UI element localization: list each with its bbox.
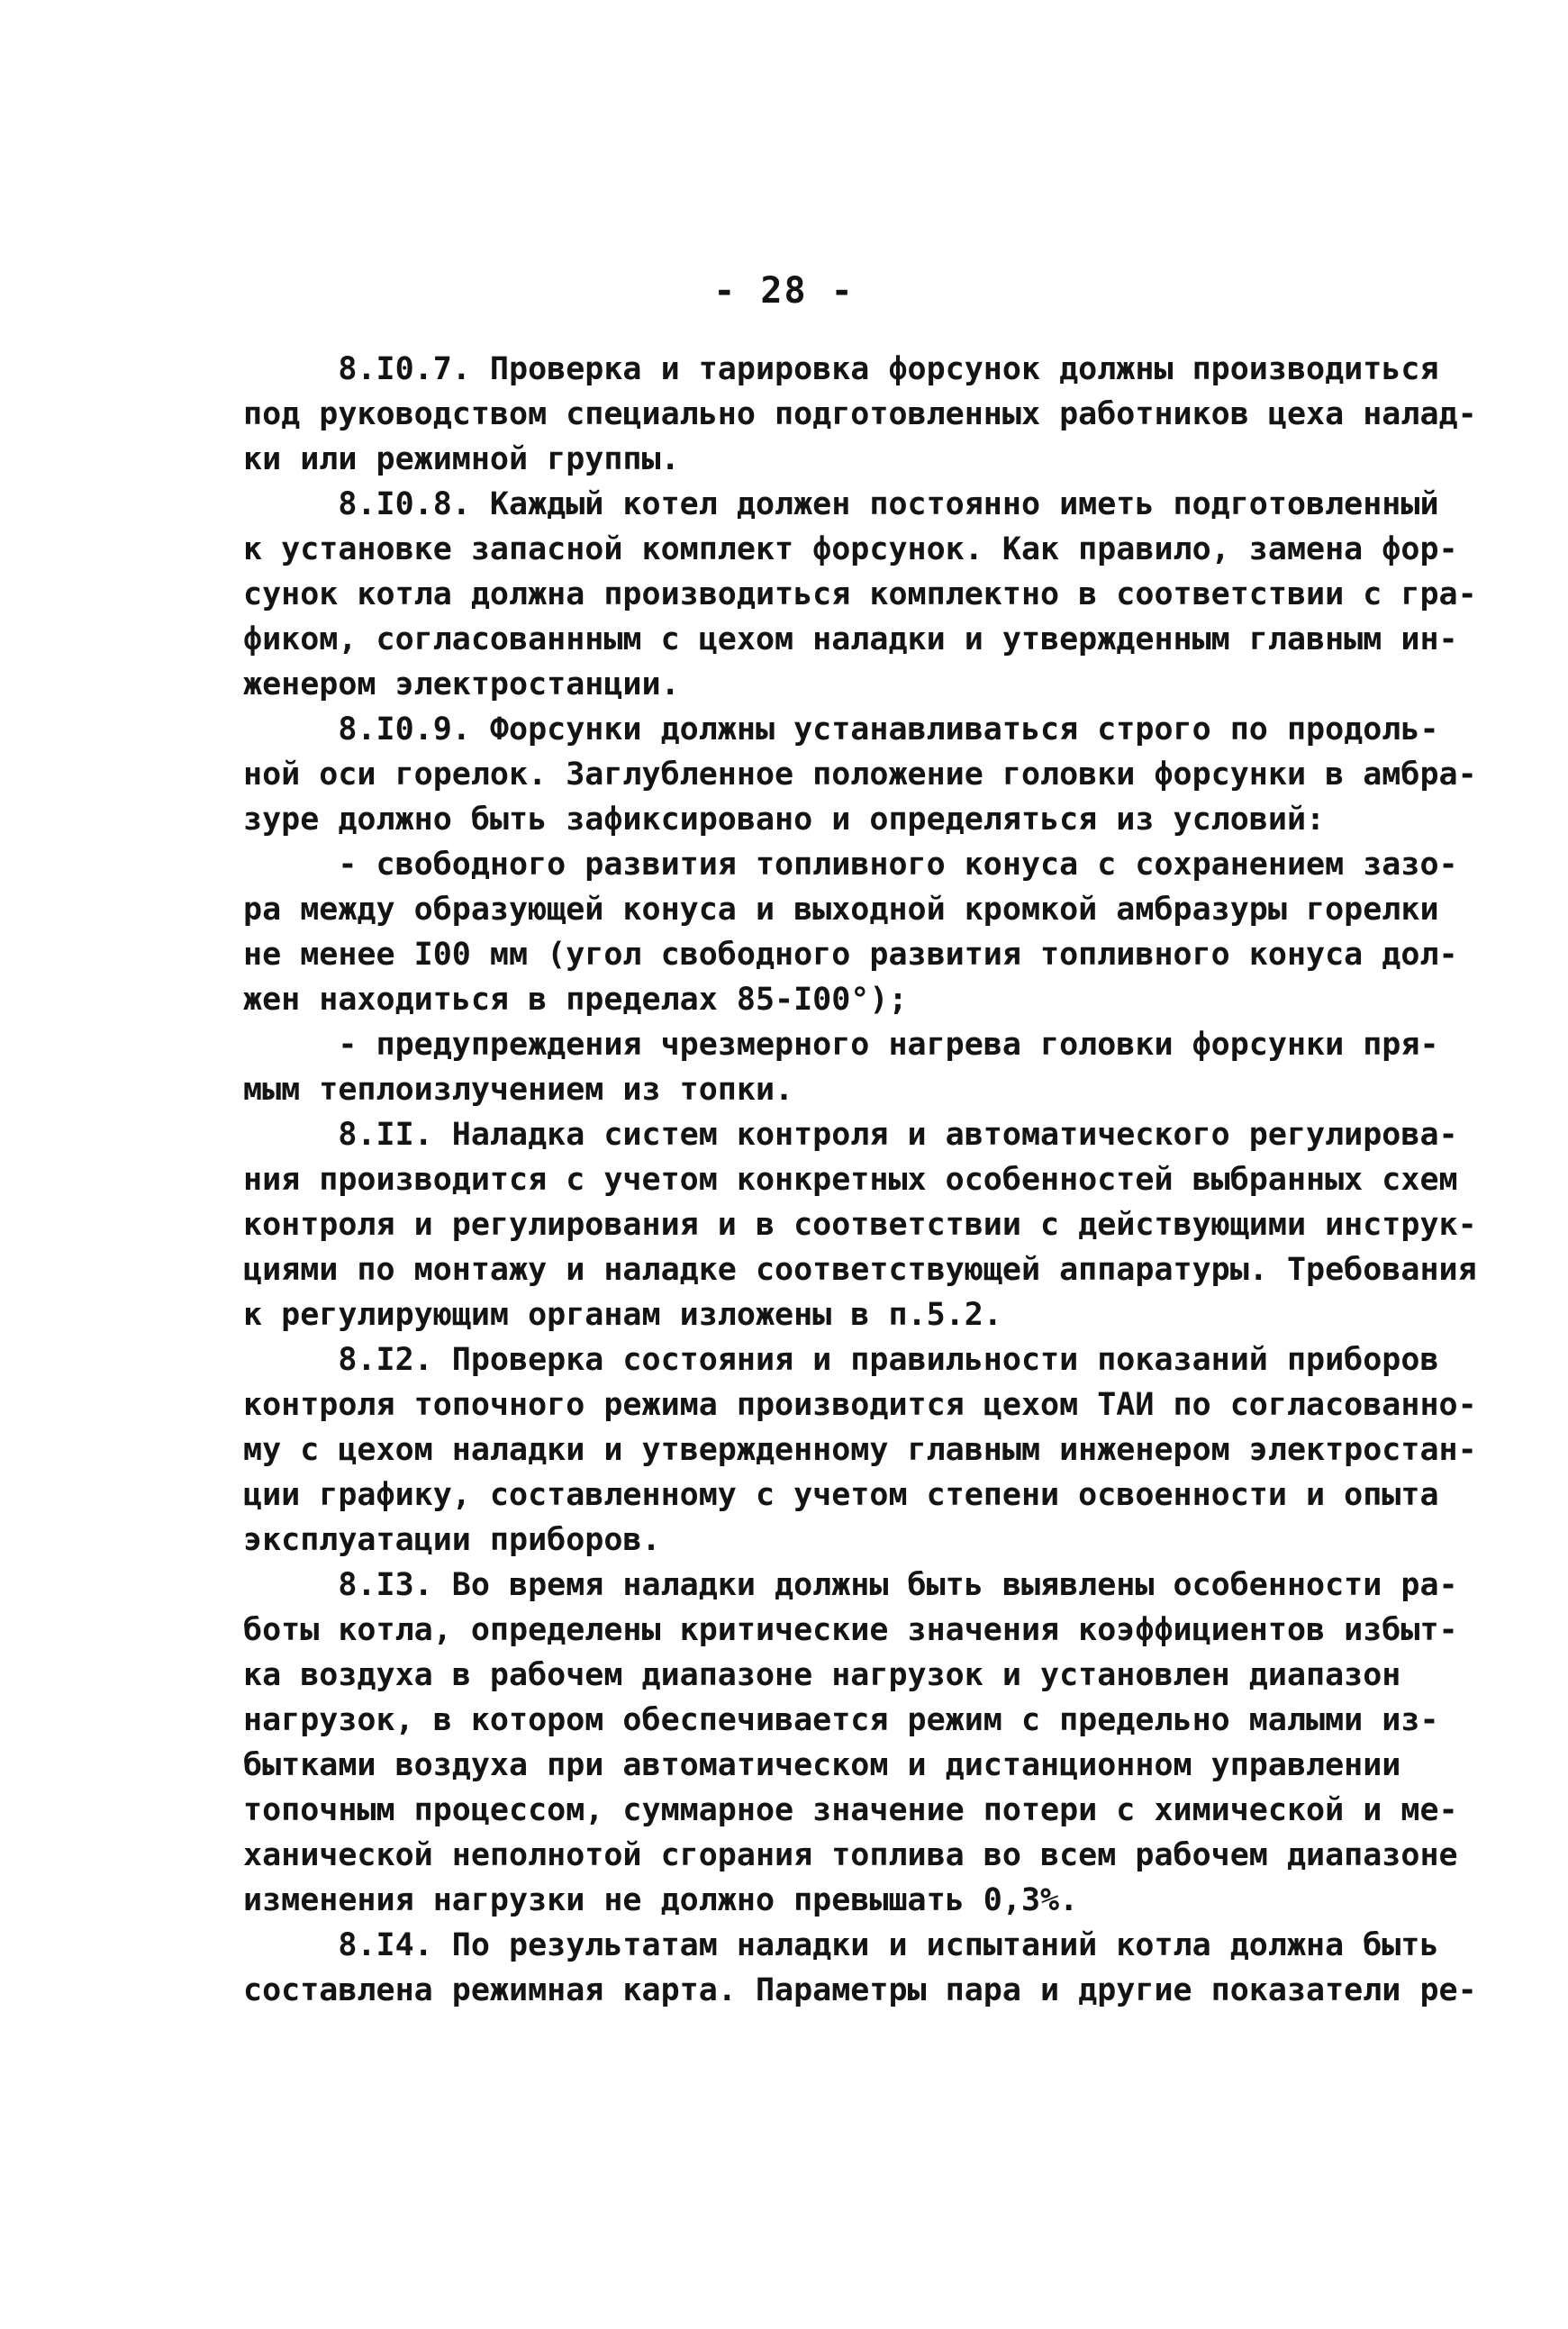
text-line: ния производится с учетом конкретных особенностей выбранных схем (243, 1162, 1458, 1198)
text-line: к установке запасной комплект форсунок. Как правило, замена фор- (243, 531, 1458, 567)
text-line: 8.I3. Во время наладки должны быть выявлены особенности ра- (243, 1567, 1458, 1603)
text-line: 8.I0.8. Каждый котел должен постоянно иметь подготовленный (243, 486, 1439, 522)
text-line: 8.I4. По результатам наладки и испытаний котла должна быть (243, 1927, 1439, 1963)
text-line: жен находиться в пределах 85-I00°); (243, 982, 908, 1018)
text-line: - предупреждения чрезмерного нагрева головки форсунки пря- (243, 1027, 1439, 1063)
text-line: мым теплоизлучением из топки. (243, 1072, 794, 1108)
text-line: к регулирующим органам изложены в п.5.2. (243, 1297, 1002, 1333)
text-line: составлена режимная карта. Параметры пара и другие показатели ре- (243, 1972, 1477, 2008)
text-line: фиком, согласованнным с цехом наладки и утвержденным главным ин- (243, 621, 1458, 657)
text-line: 8.I0.9. Форсунки должны устанавливаться строго по продоль- (243, 711, 1439, 748)
text-line: 8.I2. Проверка состояния и правильности показаний приборов (243, 1342, 1439, 1378)
text-line: контроля топочного режима производится цехом ТАИ по согласованно- (243, 1387, 1477, 1423)
text-line: ции графику, составленному с учетом степени освоенности и опыта (243, 1477, 1439, 1513)
text-line: топочным процессом, суммарное значение потери с химической и ме- (243, 1792, 1458, 1828)
text-line: контроля и регулирования и в соответствии с действующими инструк- (243, 1207, 1477, 1243)
text-line: сунок котла должна производиться комплектно в соответствии с гра- (243, 576, 1477, 612)
text-line: ханической неполнотой сгорания топлива во всем рабочем диапазоне (243, 1837, 1458, 1873)
text-line: ра между образующей конуса и выходной кромкой амбразуры горелки (243, 892, 1439, 928)
text-line: эксплуатации приборов. (243, 1522, 661, 1558)
text-line: под руководством специально подготовленных работников цеха налад- (243, 396, 1477, 432)
text-line: 8.II. Наладка систем контроля и автоматического регулирова- (243, 1117, 1458, 1153)
text-line: женером электростанции. (243, 666, 680, 702)
text-line: му с цехом наладки и утвержденному главным инженером электростан- (243, 1432, 1477, 1468)
text-line: - свободного развития топливного конуса с сохранением зазо- (243, 847, 1458, 883)
text-line: ной оси горелок. Заглубленное положение головки форсунки в амбра- (243, 757, 1477, 793)
text-line: нагрузок, в котором обеспечивается режим с предельно малыми из- (243, 1702, 1439, 1738)
text-line: боты котла, определены критические значения коэффициентов избыт- (243, 1612, 1458, 1648)
text-line: циями по монтажу и наладке соответствующей аппаратуры. Требования (243, 1252, 1477, 1288)
text-line: зуре должно быть зафиксировано и определяться из условий: (243, 802, 1326, 838)
text-line: не менее I00 мм (угол свободного развития топливного конуса дол- (243, 937, 1458, 973)
body-text (243, 347, 1477, 2013)
text-line: ка воздуха в рабочем диапазоне нагрузок и установлен диапазон (243, 1657, 1401, 1693)
text-line: 8.I0.7. Проверка и тарировка форсунок должны производиться (243, 351, 1439, 387)
text-line: бытками воздуха при автоматическом и дистанционном управлении (243, 1747, 1401, 1783)
text-line: ки или режимной группы. (243, 441, 680, 477)
text-line: изменения нагрузки не должно превышать 0,3%. (243, 1882, 1079, 1918)
page-number: - 28 - (713, 270, 855, 312)
